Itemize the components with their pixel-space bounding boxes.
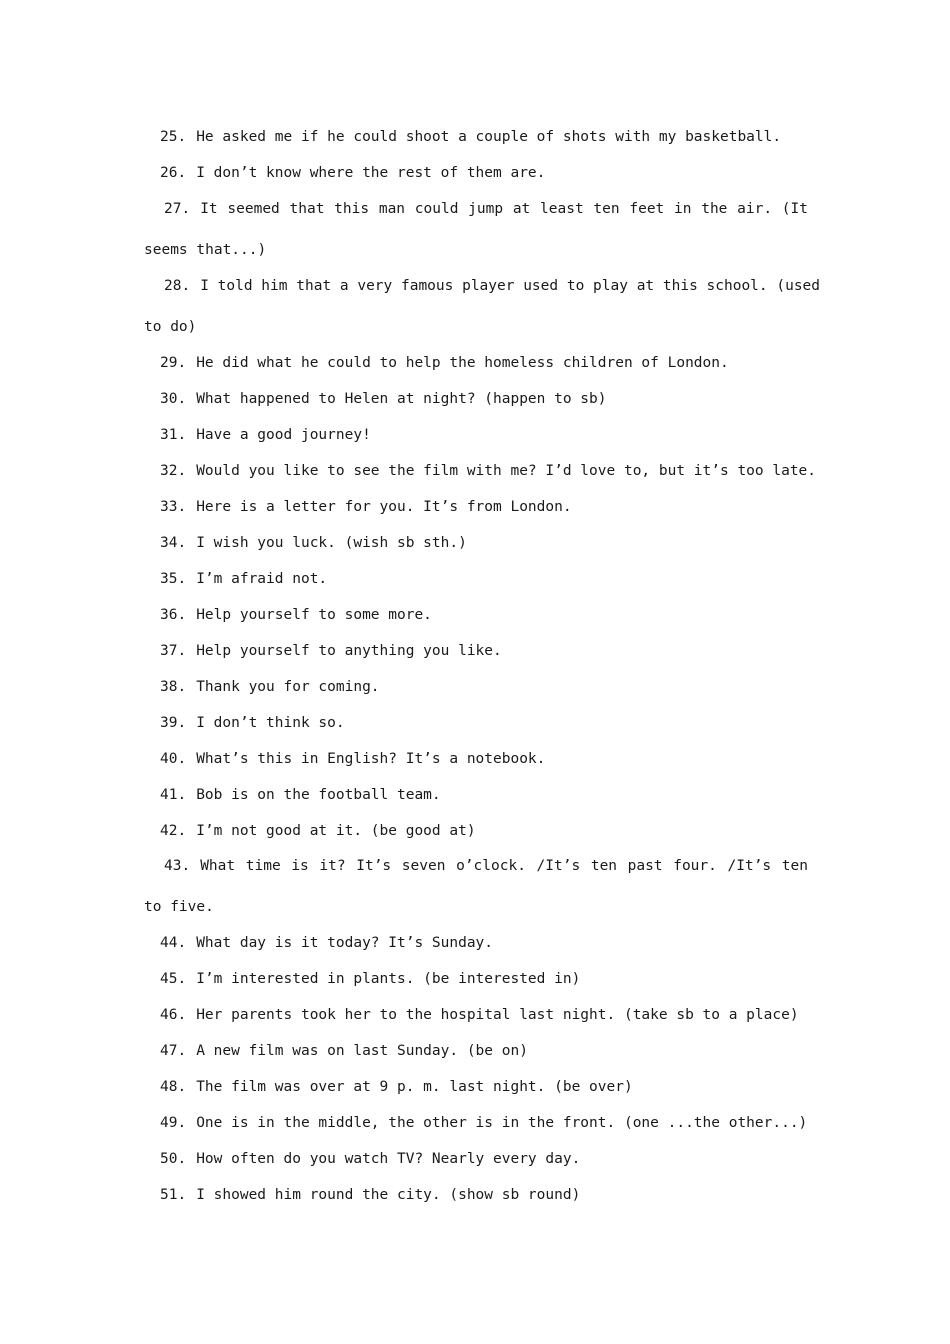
sentence-44 [144,934,808,952]
sentence-number: 41. [160,787,187,803]
sentence-text: What time is it? It’s seven o’clock. /It’s ten past four. /It’s ten [200,858,808,874]
sentence-text: Bob is on the football team. [196,787,441,803]
sentence-text: One is in the middle, the other is in the front. (one ...the other...) [196,1115,808,1131]
sentence-29 [144,354,808,372]
sentence-number: 26. [160,165,187,181]
sentence-32 [144,462,817,480]
sentence-34 [144,534,808,552]
sentence-number: 31. [160,427,187,443]
sentence-30 [144,390,808,408]
sentence-text: What’s this in English? It’s a notebook. [196,751,546,767]
sentence-48 [144,1078,808,1096]
sentence-text: How often do you watch TV? Nearly every day. [196,1151,581,1167]
sentence-number: 32. [160,463,187,479]
sentence-text: It seemed that this man could jump at least ten feet in the air. (It [200,201,808,217]
sentence-text: What day is it today? It’s Sunday. [196,935,494,951]
sentence-text: Would you like to see the film with me? I’d love to, but it’s too late. [196,463,817,479]
sentence-text: I’m not good at it. (be good at) [196,823,476,839]
sentence-26 [144,164,808,182]
sentence-51 [144,1186,808,1204]
sentence-40 [144,750,808,768]
sentence-text: Help yourself to anything you like. [196,643,502,659]
sentence-number: 44. [160,935,187,951]
sentence-text: He did what he could to help the homeless children of London. [196,355,729,371]
sentence-text: Help yourself to some more. [196,607,432,623]
sentence-number: 30. [160,391,187,407]
sentence-text: I’m afraid not. [196,571,328,587]
sentence-number: 42. [160,823,187,839]
sentence-number: 36. [160,607,187,623]
sentence-35 [144,570,808,588]
sentence-text: Her parents took her to the hospital last night. (take sb to a place) [196,1007,799,1023]
sentence-50 [144,1150,808,1168]
sentence-continuation: to five. [144,899,214,915]
sentence-45 [144,970,808,988]
sentence-continuation: to do) [144,319,197,335]
sentence-46 [144,1006,808,1024]
sentence-number: 39. [160,715,187,731]
sentence-number: 33. [160,499,187,515]
sentence-42 [144,822,808,840]
sentence-number: 47. [160,1043,187,1059]
sentence-text: The film was over at 9 p. m. last night. (be over) [196,1079,633,1095]
sentence-number: 49. [160,1115,187,1131]
sentence-number: 48. [160,1079,187,1095]
sentence-number: 28. [164,278,191,294]
sentence-number: 51. [160,1187,187,1203]
sentence-36 [144,606,808,624]
sentence-text: Here is a letter for you. It’s from London. [196,499,572,515]
sentence-text: I told him that a very famous player used to play at this school. (used [200,278,821,294]
sentence-number: 50. [160,1151,187,1167]
sentence-number: 37. [160,643,187,659]
sentence-number: 29. [160,355,187,371]
sentence-31 [144,426,808,444]
sentence-number: 40. [160,751,187,767]
sentence-28 [144,277,821,336]
sentence-number: 34. [160,535,187,551]
sentence-number: 45. [160,971,187,987]
sentence-37 [144,642,808,660]
sentence-number: 27. [164,201,191,217]
sentence-number: 46. [160,1007,187,1023]
sentence-text: I don’t know where the rest of them are. [196,165,546,181]
sentence-text: I showed him round the city. (show sb round) [196,1187,581,1203]
sentence-49 [144,1114,808,1132]
sentence-25 [144,128,808,146]
sentence-text: Thank you for coming. [196,679,380,695]
sentence-33 [144,498,808,516]
sentence-38 [144,678,808,696]
sentence-39 [144,714,808,732]
sentence-number: 35. [160,571,187,587]
sentence-text: I wish you luck. (wish sb sth.) [196,535,467,551]
sentence-43 [144,857,808,916]
sentence-text: I’m interested in plants. (be interested in) [196,971,581,987]
sentence-text: A new film was on last Sunday. (be on) [196,1043,528,1059]
sentence-text: I don’t think so. [196,715,345,731]
sentence-continuation: seems that...) [144,242,267,258]
sentence-27 [144,200,808,259]
sentence-text: What happened to Helen at night? (happen to sb) [196,391,607,407]
sentence-text: Have a good journey! [196,427,371,443]
sentence-number: 25. [160,129,187,145]
sentence-number: 38. [160,679,187,695]
sentence-47 [144,1042,808,1060]
sentence-41 [144,786,808,804]
sentence-text: He asked me if he could shoot a couple of shots with my basketball. [196,129,782,145]
sentence-number: 43. [164,858,191,874]
